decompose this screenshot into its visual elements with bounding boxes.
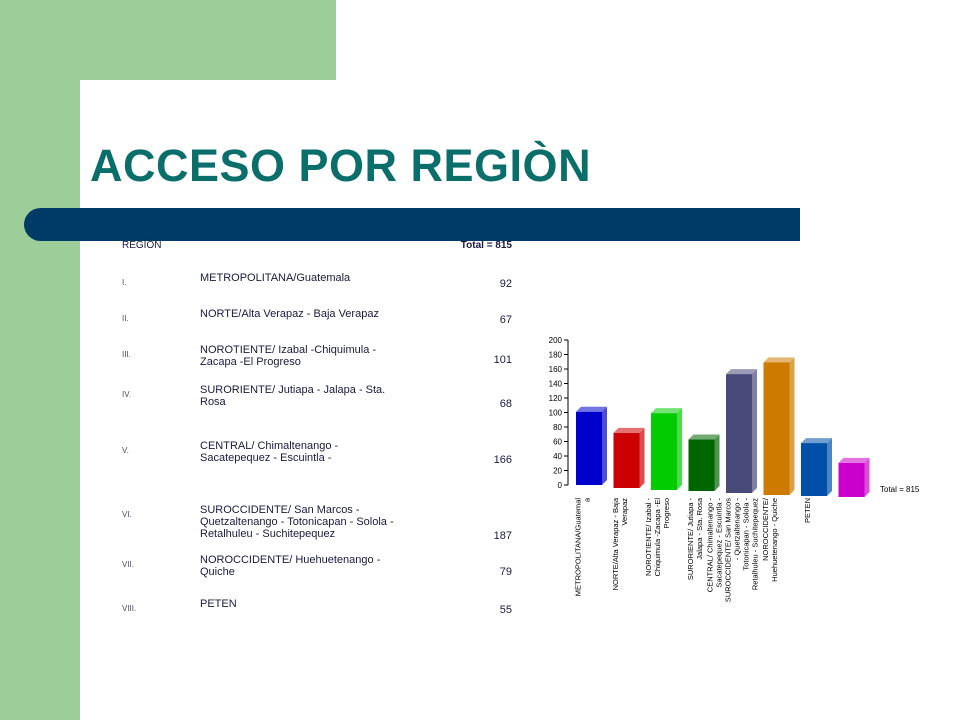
bar-side: [790, 357, 795, 495]
x-category-label-line: CENTRAL/ Chimaltenango -: [705, 498, 715, 593]
x-category-label-line: Progreso: [662, 498, 671, 529]
row-region-label: [200, 384, 430, 440]
y-tick-label: 140: [548, 379, 562, 389]
y-tick-label: 180: [548, 350, 562, 360]
bar-side: [715, 435, 720, 491]
bar-side: [752, 369, 757, 493]
row-region-label-line: Rosa: [200, 396, 226, 408]
table-row: [122, 384, 518, 440]
header-region: REGIÔN: [122, 240, 162, 251]
row-region-label-line: Quetzaltenango - Totonicapan - Solola -: [200, 516, 394, 528]
y-tick-label: 60: [553, 437, 562, 447]
x-category-label-line: METROPOLITANA/Guatemal: [573, 498, 583, 597]
row-region-label: [200, 504, 430, 554]
bar-top: [839, 458, 870, 463]
row-number: I.: [122, 278, 127, 287]
x-category-label-line: NOROTIENTE/ Izabal -: [644, 498, 653, 576]
header-total: Total = 815: [460, 240, 512, 251]
bar: [651, 408, 682, 490]
bar-side: [827, 438, 832, 496]
x-category-label: [644, 498, 671, 577]
x-category-label-line: Verapaz: [620, 498, 629, 526]
bar-side: [865, 458, 870, 497]
bar-front: [651, 413, 677, 490]
row-region-label-line: Sacatepequez - Escuintla -: [200, 452, 332, 464]
row-number: II.: [122, 314, 129, 323]
bar-side: [677, 408, 682, 490]
row-region-label-line: NOROTIENTE/ Izabal -Chiquimula -: [200, 344, 377, 356]
bar-front: [839, 463, 865, 497]
row-total-value: 67: [499, 314, 512, 326]
bar-top: [726, 369, 757, 374]
y-tick-label: 200: [548, 336, 562, 345]
row-region-label: [200, 440, 430, 504]
row-region-label-line: Zacapa -El Progreso: [200, 356, 301, 368]
region-table: [122, 240, 518, 628]
bar: [689, 435, 720, 491]
y-tick-label: 0: [557, 481, 562, 490]
title-underline-band: [24, 208, 800, 241]
row-number: VIII.: [122, 604, 137, 613]
y-tick-label: 20: [553, 466, 562, 476]
slide-title: ACCESO POR REGIÒN: [90, 140, 592, 191]
row-number: VII.: [122, 560, 135, 569]
x-category-label-line: Retalhuleu - Suchitepequez: [750, 498, 760, 591]
x-category-label-line: NOROCCIDENTE/: [761, 498, 770, 561]
bar: [726, 369, 757, 493]
x-category-label: [574, 497, 592, 596]
table-row: [122, 440, 518, 504]
table-row: [122, 554, 518, 598]
bar-top: [651, 408, 682, 413]
y-tick-label: 80: [553, 423, 562, 432]
x-category-label-line: NORTE/Alta Verapaz - Baja: [611, 498, 620, 591]
table-row: [122, 598, 518, 628]
bar: [801, 438, 832, 496]
bar-front: [764, 362, 790, 495]
bar-top: [576, 407, 607, 412]
row-region-label: [200, 272, 430, 308]
row-region-label-line: Quiche: [200, 566, 235, 578]
bar-top: [801, 438, 832, 443]
bar-front: [689, 440, 715, 491]
row-region-label-line: SUROCCIDENTE/ San Marcos -: [200, 504, 360, 516]
y-tick-label: 120: [548, 394, 562, 403]
x-category-label-line: Totonicapan - Solola -: [741, 498, 751, 571]
row-region-label: [200, 344, 430, 384]
bar: [614, 428, 645, 488]
x-category-label: [761, 497, 779, 582]
x-category-label-line: Jalapa - Sta. Rosa: [695, 498, 704, 560]
table-row: [122, 344, 518, 384]
x-category-label-line: Chiquimula -Zacapa -El: [653, 498, 662, 577]
region-bar-chart: [528, 330, 948, 630]
row-region-label: [200, 598, 430, 628]
row-region-label-line: CENTRAL/ Chimaltenango -: [200, 440, 339, 452]
x-category-label: [611, 497, 629, 590]
row-region-label-line: NOROCCIDENTE/ Huehuetenango -: [200, 554, 381, 566]
y-tick-label: 160: [548, 365, 562, 374]
row-region-label-line: NORTE/Alta Verapaz - Baja Verapaz: [200, 308, 379, 320]
bar-front: [726, 374, 752, 493]
row-total-value: 166: [493, 454, 512, 466]
bar-side: [602, 407, 607, 485]
row-total-value: 79: [499, 566, 512, 578]
bar: [764, 357, 795, 495]
row-total-value: 92: [499, 278, 512, 290]
x-category-label-line: PETEN: [803, 498, 812, 524]
x-category-label: [803, 498, 812, 523]
x-category-label: [706, 498, 760, 603]
row-number: IV.: [122, 390, 132, 399]
x-category-label-line: - Quetzaltenango -: [732, 498, 742, 561]
bar-top: [764, 357, 795, 362]
row-total-value: 68: [499, 398, 512, 410]
bar-front: [801, 443, 827, 496]
row-number: V.: [122, 446, 129, 455]
background-green-left: [0, 0, 80, 720]
row-region-label: [200, 308, 430, 344]
table-row: [122, 308, 518, 344]
x-category-label-line: Sacatepequez - Escuintla -: [714, 498, 724, 588]
table-row: [122, 272, 518, 308]
bar-front: [614, 433, 640, 488]
x-category-label-line: a: [582, 498, 592, 503]
bar: [839, 458, 870, 497]
row-number: VI.: [122, 510, 132, 519]
y-tick-label: 40: [553, 452, 562, 461]
row-region-label-line: METROPOLITANA/Guatemala: [200, 272, 351, 284]
x-category-label-line: SUROCCIDENTE/ San Marcos: [723, 498, 733, 603]
row-number: III.: [122, 350, 131, 359]
background-green-top: [0, 0, 336, 80]
table-header-row: [122, 240, 518, 272]
y-tick-label: 100: [548, 408, 562, 418]
row-total-value: 187: [493, 530, 512, 542]
row-region-label: [200, 554, 430, 598]
bar-top: [614, 428, 645, 433]
x-category-label: [686, 497, 704, 580]
row-region-label-line: Retalhuleu - Suchitepequez: [200, 528, 336, 540]
row-total-value: 55: [499, 604, 512, 616]
x-category-label-line: Huehuetenango - Quiche: [770, 498, 779, 582]
bar-top: [689, 435, 720, 440]
row-total-value: 101: [493, 354, 512, 366]
row-region-label-line: SURORIENTE/ Jutiapa - Jalapa - Sta.: [200, 384, 386, 396]
table-row: [122, 504, 518, 554]
bar: [576, 407, 607, 485]
row-region-label-line: PETEN: [200, 598, 237, 610]
x-category-label-line: SURORIENTE/ Jutiapa -: [686, 498, 695, 581]
bar-side: [640, 428, 645, 488]
chart-legend-total: Total = 815: [880, 485, 920, 494]
bar-front: [576, 412, 602, 485]
